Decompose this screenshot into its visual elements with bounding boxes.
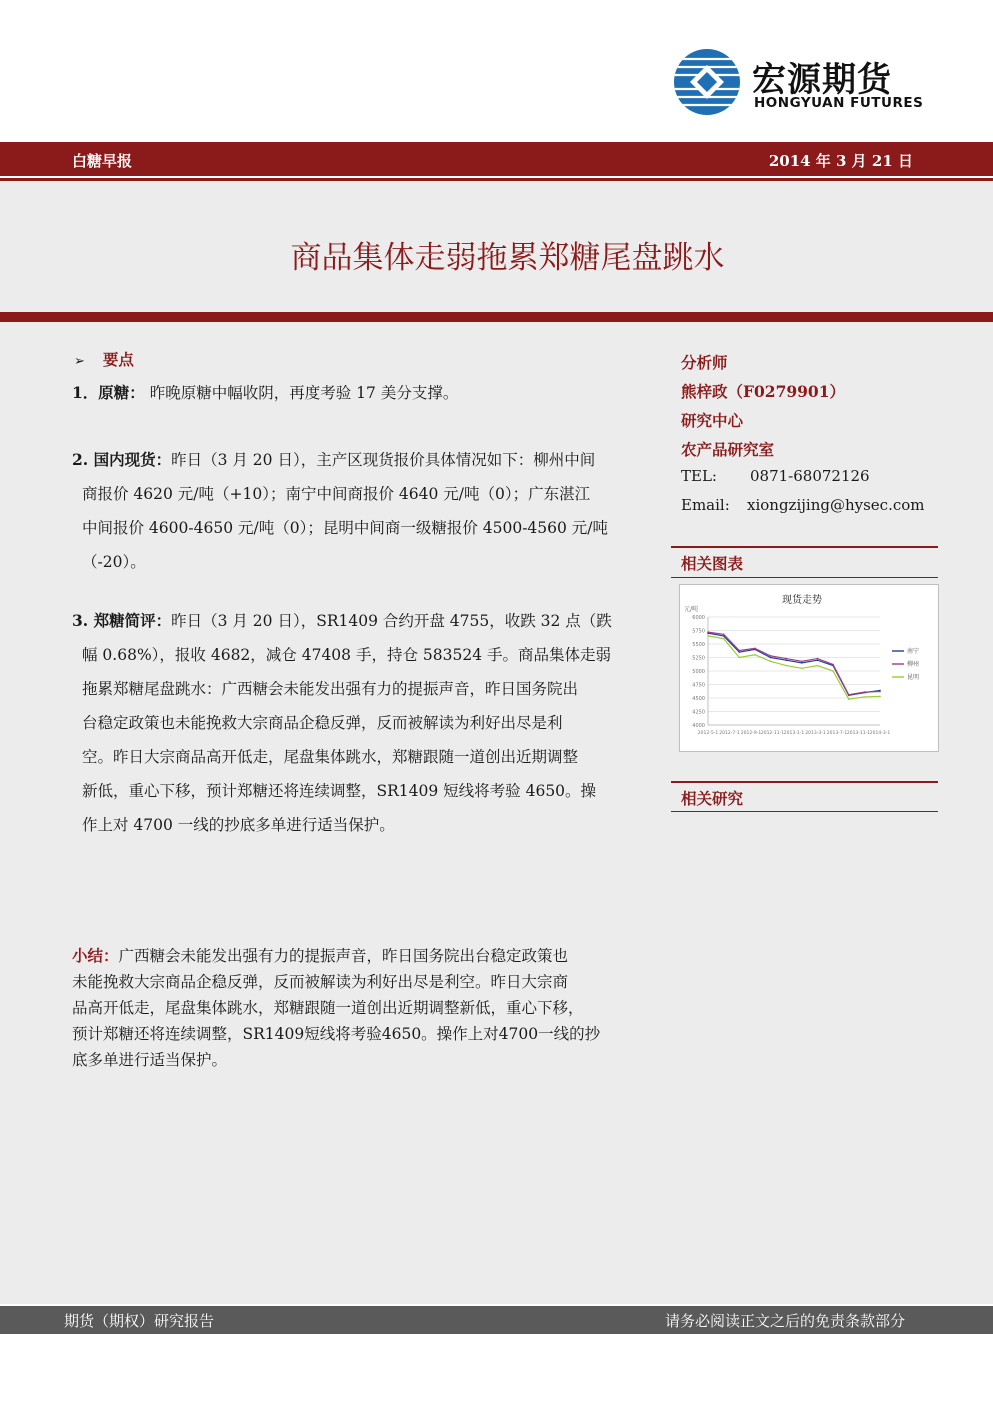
keypoint-label: 2. 国内现货： (72, 450, 172, 469)
summary-text: 预计郑糖还将连续调整，SR1409短线将考验4650。操作上对4700一线的抄 (72, 1025, 601, 1043)
summary-text: 品高开低走，尾盘集体跳水，郑糖跟随一道创出近期调整新低，重心下移， (72, 999, 584, 1017)
keypoint-text: 台稳定政策也未能挽救大宗商品企稳反弹，反而被解读为利好出尽是利 (82, 714, 563, 732)
keypoint-text: （-20）。 (82, 553, 146, 571)
chart-data-point (848, 694, 850, 696)
chart-data-point (864, 696, 866, 698)
keypoint-text: 作上对 4700 一线的抄底多单进行适当保护。 (82, 816, 395, 834)
keypoint-text: 新低，重心下移，预计郑糖还将连续调整，SR1409 短线将考验 4650。操 (82, 782, 597, 800)
chart-data-point (879, 696, 881, 698)
hongyuan-logo-icon (672, 47, 742, 117)
title-divider (0, 312, 993, 322)
chart-data-point (817, 665, 819, 667)
research-lab: 农产品研究室 (681, 440, 775, 459)
chart-y-tick-label: 6000 (692, 615, 705, 621)
report-type: 白糖早报 (72, 152, 133, 170)
chart-data-point (801, 662, 803, 664)
chart-x-tick-label: 2013-11-1 (846, 731, 871, 736)
chart-x-tick-label: 2012-5-1 (697, 731, 719, 736)
chart-y-tick-label: 4500 (692, 696, 705, 702)
chart-data-point (832, 670, 834, 672)
keypoint-text: 幅 0.68%），报收 4682，减仓 47408 手，持仓 583524 手。商品集体走弱 (82, 646, 611, 664)
chart-data-point (738, 657, 740, 659)
keypoint-label: 1．原糖： (72, 383, 145, 402)
keypoint-text: 商报价 4620 元/吨（+10）；南宁中间商报价 4640 元/吨（0）；广东湛江 (82, 485, 591, 503)
chart-x-tick-label: 2012-9-1 (740, 731, 762, 736)
keypoints-heading-label: 要点 (102, 350, 134, 369)
page-title: 商品集体走弱拖累郑糖尾盘跳水 (290, 240, 725, 276)
charts-divider-top (671, 546, 938, 548)
chart-data-point (864, 691, 866, 693)
chart-data-point (770, 660, 772, 662)
chart-data-point (801, 660, 803, 662)
chart-data-point (817, 658, 819, 660)
chart-y-tick-label: 4750 (692, 682, 705, 689)
chart-x-tick-label: 2013-3-1 (805, 731, 826, 736)
email-label: Email: (681, 496, 730, 514)
keypoint-text: 空。昨日大宗商品高开低走，尾盘集体跳水，郑糖跟随一道创出近期调整 (82, 748, 579, 766)
footer-disclaimer-note: 请务必阅读正文之后的免责条款部分 (664, 1312, 905, 1330)
research-divider-bottom (671, 811, 938, 812)
keypoint-item-domestic-spot (72, 443, 608, 579)
analyst-heading: 分析师 (681, 353, 728, 372)
keypoint-text: 昨日（3 月 20 日），主产区现货报价具体情况如下：柳州中间 (171, 451, 596, 469)
tel-value: 0871-68072126 (750, 467, 870, 485)
chart-y-tick-label: 5500 (692, 642, 705, 648)
chart-data-point (754, 654, 756, 656)
keypoint-text: 昨日（3 月 20 日），SR1409 合约开盘 4755，收跌 32 点（跌 (171, 612, 612, 630)
chart-legend-label: 昆明 (907, 674, 920, 681)
summary-text: 广西糖会未能发出强有力的提振声音，昨日国务院出台稳定政策也 (118, 947, 569, 965)
chart-y-tick-label: 5250 (692, 655, 705, 662)
spot-price-chart-svg (680, 585, 940, 753)
spot-price-chart (679, 584, 939, 752)
brand-name-en: HONGYUAN FUTURES (754, 95, 924, 111)
chart-data-point (785, 658, 787, 660)
chart-legend-label: 南宁 (907, 648, 920, 655)
related-research-heading: 相关研究 (681, 789, 744, 808)
chart-data-point (785, 659, 787, 661)
chart-data-point (879, 691, 881, 693)
related-charts-heading: 相关图表 (681, 554, 744, 573)
department: 研究中心 (681, 411, 744, 430)
charts-divider-bottom (671, 577, 938, 578)
page-bottom-margin (0, 1334, 993, 1404)
keypoint-item-raw-sugar (72, 376, 458, 410)
chart-series-line (708, 633, 880, 695)
arrow-bullet-icon: ➢ (74, 354, 85, 369)
chart-data-point (723, 633, 725, 635)
email-value[interactable]: xiongzijing@hysec.com (747, 496, 925, 514)
chart-data-point (770, 657, 772, 659)
keypoint-item-zhengzhou-sugar (72, 604, 612, 842)
chart-y-tick-label: 4250 (692, 709, 705, 716)
chart-x-tick-label: 2012-11-1 (760, 731, 785, 736)
keypoint-text: 中间报价 4600-4650 元/吨（0）；昆明中间商一级糖报价 4500-4560 元/吨 (82, 519, 609, 537)
brand-name-cn: 宏源期货 (752, 60, 892, 100)
chart-data-point (738, 650, 740, 652)
summary-block (72, 943, 600, 1073)
chart-data-point (785, 665, 787, 667)
chart-x-tick-label: 2013-1-1 (783, 731, 805, 736)
chart-data-point (832, 664, 834, 666)
chart-x-tick-label: 2013-7-1 (826, 731, 848, 736)
keypoints-heading (74, 348, 134, 370)
keypoint-label: 3. 郑糖简评： (72, 611, 172, 630)
footer-report-label: 期货（期权）研究报告 (64, 1312, 215, 1330)
chart-title: 现货走势 (782, 595, 822, 606)
chart-data-point (770, 655, 772, 657)
chart-y-tick-label: 4000 (692, 723, 705, 729)
keypoint-text: 昨晚原糖中幅收阴，再度考验 17 美分支撑。 (149, 384, 459, 402)
chart-data-point (723, 638, 725, 640)
keypoint-text: 拖累郑糖尾盘跳水：广西糖会未能发出强有力的提振声音，昨日国务院出 (82, 680, 579, 698)
summary-label: 小结： (72, 946, 119, 965)
chart-data-point (801, 668, 803, 670)
chart-x-tick-label: 2012-7-1 (719, 731, 740, 736)
chart-data-point (848, 698, 850, 700)
chart-y-tick-label: 5750 (692, 628, 705, 635)
analyst-name: 熊梓政（F0279901） (681, 382, 845, 401)
chart-data-point (738, 651, 740, 653)
summary-text: 未能挽救大宗商品企稳反弹，反而被解读为利好出尽是利空。昨日大宗商 (72, 973, 569, 991)
chart-series-line (708, 632, 880, 695)
report-date: 2014 年 3 月 21 日 (768, 152, 913, 170)
chart-y-tick-label: 5000 (692, 669, 705, 675)
chart-y-axis-label: 元/吨 (684, 606, 699, 613)
research-divider-top (671, 781, 938, 783)
chart-data-point (754, 648, 756, 650)
chart-x-tick-label: 2014-3-1 (869, 731, 891, 736)
chart-data-point (817, 659, 819, 661)
chart-legend-label: 柳州 (907, 661, 920, 668)
chart-data-point (707, 635, 709, 637)
chart-data-point (707, 631, 709, 633)
summary-text: 底多单进行适当保护。 (72, 1051, 228, 1069)
tel-label: TEL: (681, 467, 717, 485)
